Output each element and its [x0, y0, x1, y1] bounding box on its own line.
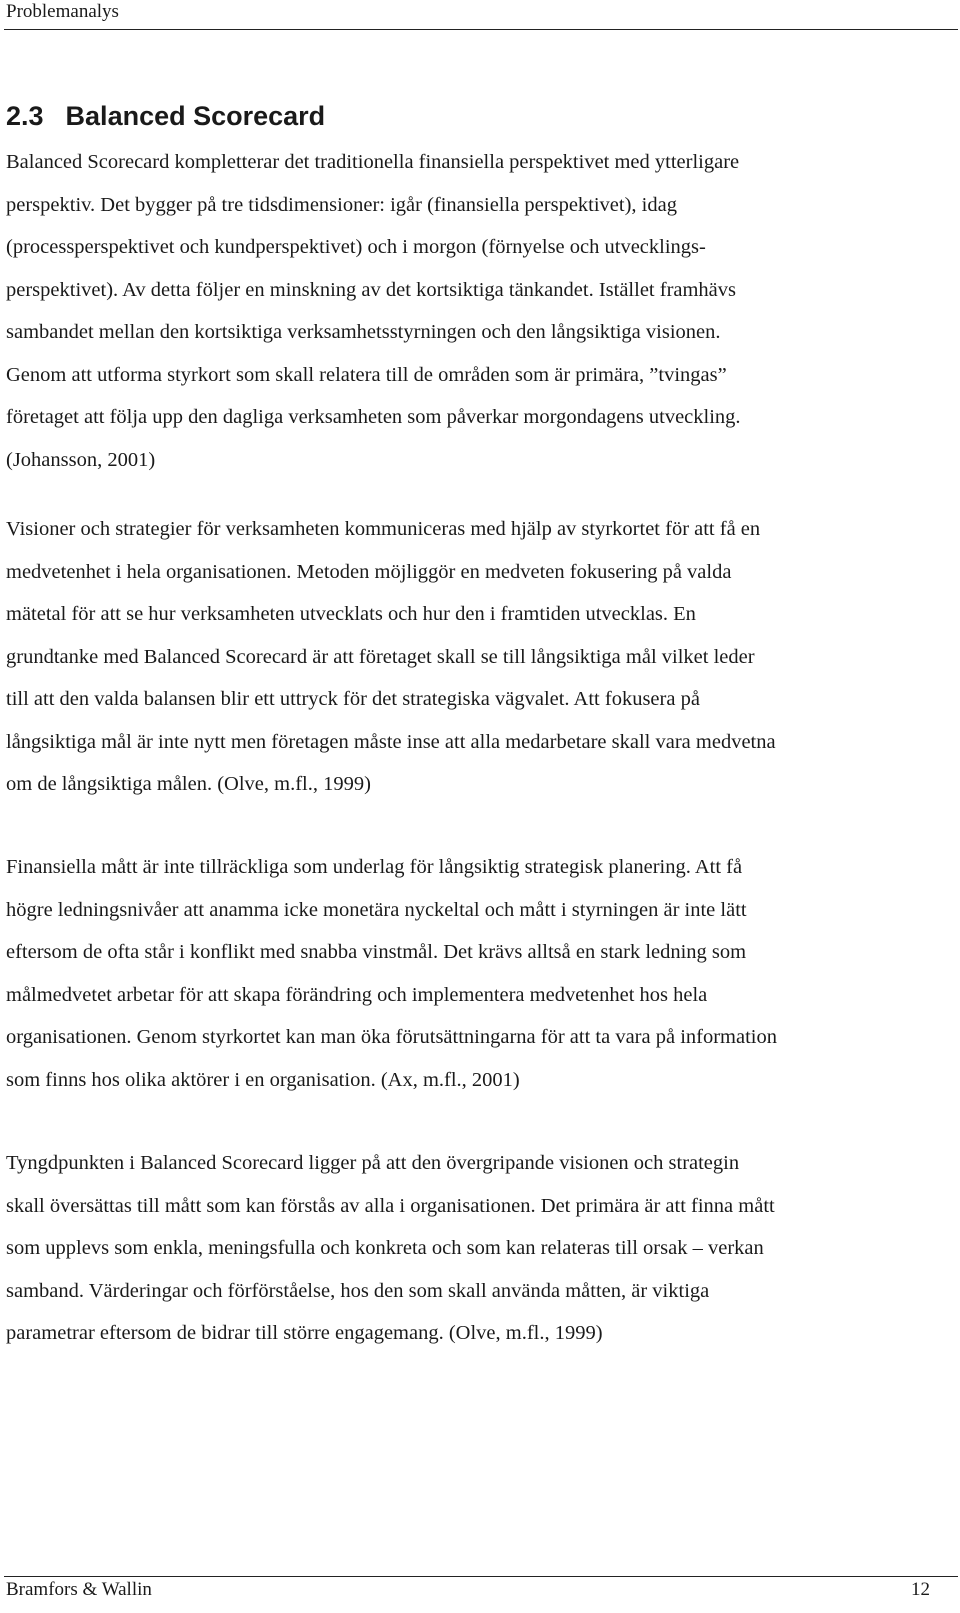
paragraph-line: skall översättas till mått som kan förstås av alla i organisationen. Det primära är att finna mått: [6, 1194, 775, 1217]
paragraph-line: samband. Värderingar och förförståelse, hos den som skall använda måtten, är viktiga: [6, 1279, 710, 1302]
section-title: Balanced Scorecard: [65, 101, 326, 131]
paragraph-line: Tyngdpunkten i Balanced Scorecard ligger på att den övergripande visionen och strategin: [6, 1152, 740, 1174]
section-heading: [6, 96, 325, 136]
paragraph-line: långsiktiga mål är inte nytt men företagen måste inse att alla medarbetare skall vara medvetna: [6, 730, 776, 753]
header-divider: [4, 29, 958, 30]
paragraph-line: till att den valda balansen blir ett uttryck för det strategiska vägvalet. Att fokusera på: [6, 688, 700, 710]
paragraph-line: (Johansson, 2001): [6, 448, 156, 471]
paragraph-line: eftersom de ofta står i konflikt med snabba vinstmål. Det krävs alltså en stark ledning som: [6, 941, 747, 963]
paragraph-2: [6, 508, 936, 806]
paragraph-3: [6, 846, 936, 1101]
running-header: Problemanalys: [6, 1, 119, 22]
paragraph-line: målmedvetet arbetar för att skapa förändring och implementera medvetenhet hos hela: [6, 983, 708, 1006]
section-number: 2.3: [6, 101, 44, 131]
paragraph-line: Genom att utforma styrkort som skall relatera till de områden som är primära, ”tvingas”: [6, 363, 727, 386]
paragraph-line: Visioner och strategier för verksamheten kommuniceras med hjälp av styrkortet för att få en: [6, 518, 761, 540]
paragraph-line: Finansiella mått är inte tillräckliga som underlag för långsiktig strategisk planering. Att få: [6, 856, 743, 878]
page-number: 12: [911, 1579, 930, 1600]
paragraph-line: perspektiv. Det bygger på tre tidsdimensioner: igår (finansiella perspektivet), idag: [6, 193, 677, 216]
paragraph-line: grundtanke med Balanced Scorecard är att företaget skall se till långsiktiga mål vilket leder: [6, 645, 755, 668]
paragraph-line: högre ledningsnivåer att anamma icke monetära nyckeltal och mått i styrningen är inte lätt: [6, 898, 747, 921]
paragraph-line: Balanced Scorecard kompletterar det traditionella finansiella perspektivet med ytterligare: [6, 151, 740, 173]
paragraph-line: som upplevs som enkla, meningsfulla och konkreta och som kan relateras till orsak – verkan: [6, 1237, 764, 1259]
paragraph-4: [6, 1142, 936, 1355]
paragraph-line: företaget att följa upp den dagliga verksamheten som påverkar morgondagens utveckling.: [6, 406, 741, 428]
footer-divider: [4, 1576, 958, 1577]
paragraph-1: [6, 141, 936, 481]
paragraph-line: sambandet mellan den kortsiktiga verksamhetsstyrningen och den långsiktiga visionen.: [6, 321, 721, 343]
paragraph-line: medvetenhet i hela organisationen. Metoden möjliggör en medveten fokusering på valda: [6, 560, 732, 583]
paragraph-line: mätetal för att se hur verksamheten utvecklats och hur den i framtiden utvecklas. En: [6, 603, 696, 625]
paragraph-line: organisationen. Genom styrkortet kan man öka förutsättningarna för att ta vara på information: [6, 1026, 777, 1048]
paragraph-line: som finns hos olika aktörer i en organisation. (Ax, m.fl., 2001): [6, 1068, 520, 1091]
paragraph-line: om de långsiktiga målen. (Olve, m.fl., 1999): [6, 773, 371, 795]
paragraph-line: perspektivet). Av detta följer en minskning av det kortsiktiga tänkandet. Istället framhävs: [6, 278, 737, 301]
footer-authors: Bramfors & Wallin: [6, 1579, 152, 1600]
paragraph-line: (processperspektivet och kundperspektivet) och i morgon (förnyelse och utvecklings-: [6, 236, 706, 258]
paragraph-line: parametrar eftersom de bidrar till större engagemang. (Olve, m.fl., 1999): [6, 1322, 603, 1344]
